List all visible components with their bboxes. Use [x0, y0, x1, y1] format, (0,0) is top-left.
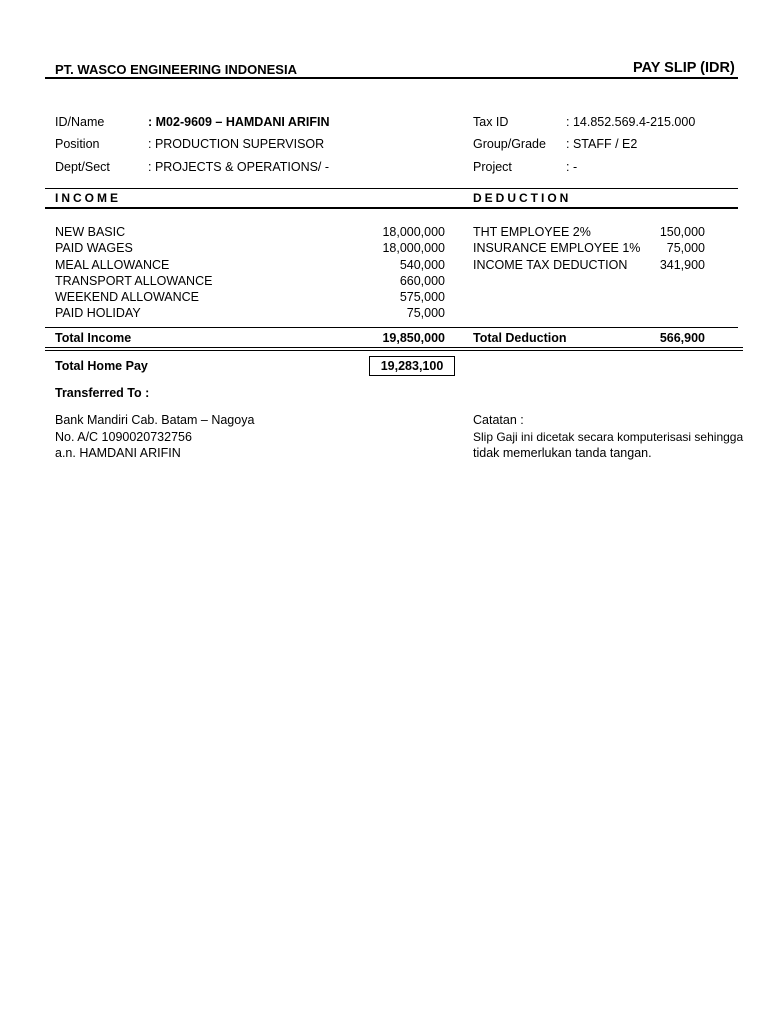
total-income-value: 19,850,000	[382, 331, 445, 345]
total-deduction-label: Total Deduction	[473, 331, 567, 345]
deduction-item-amount: 341,900	[659, 258, 705, 272]
total-deduction-value: 566,900	[659, 331, 705, 345]
dept-label: Dept/Sect	[55, 160, 110, 174]
income-item-label: WEEKEND ALLOWANCE	[55, 290, 200, 304]
section-top-rule	[45, 188, 738, 189]
company-name: PT. WASCO ENGINEERING INDONESIA	[55, 62, 297, 77]
income-item-amount: 540,000	[399, 258, 445, 272]
project-label: Project	[473, 160, 512, 174]
total-income-label: Total Income	[55, 331, 132, 345]
transfer-label: Transferred To :	[55, 386, 150, 400]
income-heading: INCOME	[55, 191, 121, 205]
totals-top-rule	[45, 327, 738, 328]
header-rule	[45, 77, 738, 79]
income-item-amount: 18,000,000	[382, 225, 445, 239]
dept-value: : PROJECTS & OPERATIONS/ -	[148, 160, 330, 174]
deduction-item-label: INSURANCE EMPLOYEE 1%	[473, 241, 641, 255]
id-value: : M02-9609 – HAMDANI ARIFIN	[148, 115, 330, 129]
deduction-item-amount: 75,000	[666, 241, 705, 255]
position-value: : PRODUCTION SUPERVISOR	[148, 137, 325, 151]
income-item-label: PAID WAGES	[55, 241, 133, 255]
position-label: Position	[55, 137, 100, 151]
income-item-amount: 575,000	[399, 290, 445, 304]
note-label: Catatan :	[473, 413, 524, 427]
total-home-pay-value: 19,283,100	[369, 356, 455, 376]
income-item-label: NEW BASIC	[55, 225, 126, 239]
income-item-amount: 18,000,000	[382, 241, 445, 255]
account-holder: a.n. HAMDANI ARIFIN	[55, 446, 181, 460]
account-number: No. A/C 1090020732756	[55, 430, 192, 444]
income-item-amount: 660,000	[399, 274, 445, 288]
deduction-item-amount: 150,000	[659, 225, 705, 239]
id-label: ID/Name	[55, 115, 105, 129]
document-title: PAY SLIP (IDR)	[633, 60, 735, 76]
totals-double-rule-1	[45, 347, 743, 348]
income-item-label: TRANSPORT ALLOWANCE	[55, 274, 213, 288]
income-item-label: MEAL ALLOWANCE	[55, 258, 170, 272]
total-home-pay-label: Total Home Pay	[55, 359, 148, 373]
grade-value: : STAFF / E2	[566, 137, 638, 151]
tax-id-label: Tax ID	[473, 115, 509, 129]
deduction-heading: DEDUCTION	[473, 191, 572, 205]
project-value: : -	[566, 160, 578, 174]
totals-double-rule-2	[45, 350, 743, 351]
note-line-1: Slip Gaji ini dicetak secara komputerisasi sehingga	[473, 430, 744, 444]
bank-name: Bank Mandiri Cab. Batam – Nagoya	[55, 413, 255, 427]
note-line-2: tidak memerlukan tanda tangan.	[473, 446, 652, 460]
income-item-amount: 75,000	[406, 306, 445, 320]
section-bottom-rule	[45, 207, 738, 209]
tax-id-value: : 14.852.569.4-215.000	[566, 115, 696, 129]
income-item-label: PAID HOLIDAY	[55, 306, 141, 320]
deduction-item-label: INCOME TAX DEDUCTION	[473, 258, 628, 272]
grade-label: Group/Grade	[473, 137, 546, 151]
deduction-item-label: THT EMPLOYEE 2%	[473, 225, 591, 239]
